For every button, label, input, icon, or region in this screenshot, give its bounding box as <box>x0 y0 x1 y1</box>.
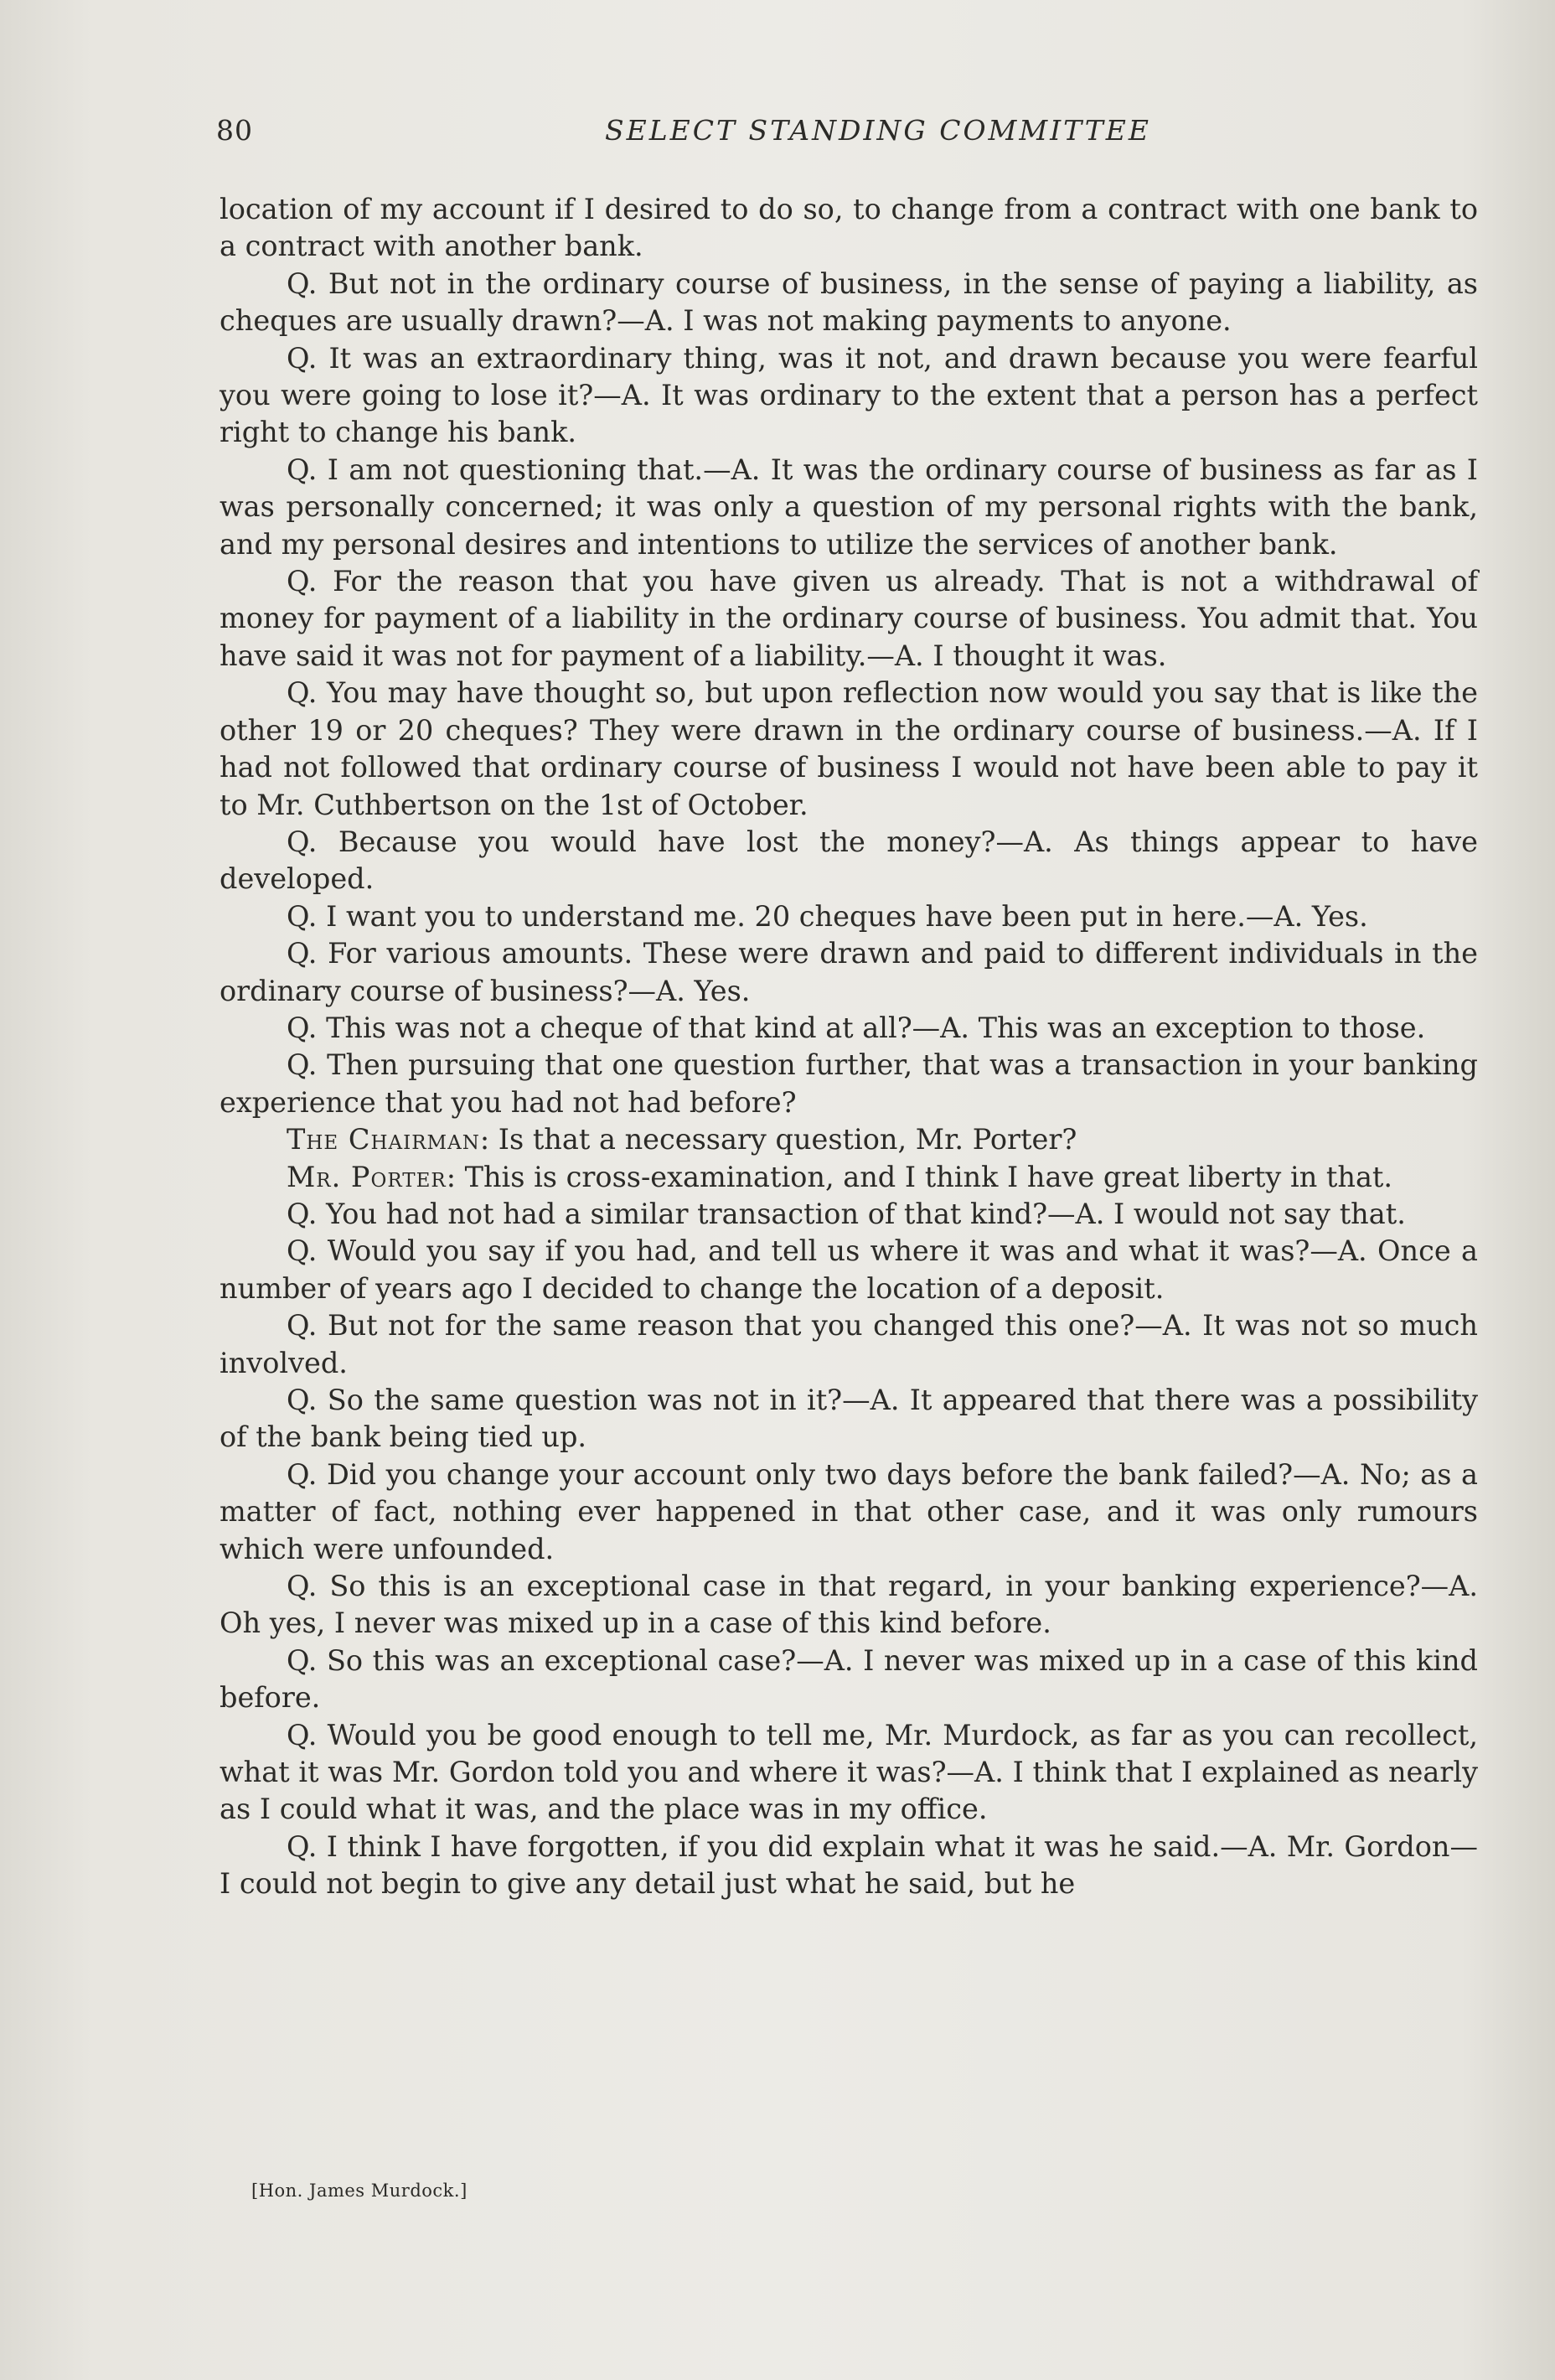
paragraph: Q. But not in the ordinary course of business, in the sense of paying a liability, as cheques are usually drawn?—A. I was not making payments to anyone. <box>220 266 1478 338</box>
paragraph: Q. Then pursuing that one question further, that was a transaction in your banking experience that you had not had before? <box>220 1048 1478 1119</box>
footer-witness-name: [Hon. James Murdock.] <box>251 2181 468 2201</box>
speaker-paragraph-chairman <box>220 1121 1478 1158</box>
paragraph: Q. Did you change your account only two days before the bank failed?—A. No; as a matter of fact, nothing ever happened in that other case, and it was only rumours which were unfounded. <box>220 1457 1478 1565</box>
paragraph: Q. Would you say if you had, and tell us where it was and what it was?—A. Once a number of years ago I decided to change the location of a deposit. <box>220 1234 1478 1305</box>
speaker-paragraph-porter <box>220 1159 1478 1196</box>
running-head <box>216 114 1481 156</box>
paragraph: Q. But not for the same reason that you changed this one?—A. It was not so much involved. <box>220 1309 1478 1379</box>
paragraph: Q. Would you be good enough to tell me, Mr. Murdock, as far as you can recollect, what it was Mr. Gordon told you and where it was?—A. I think that I explained as nearly as I could what it was, and the place was in my office. <box>220 1718 1478 1826</box>
speaker-text: : This is cross-examination, and I think I have great liberty in that. <box>446 1160 1393 1193</box>
speaker-name: Mr. Porter <box>287 1160 447 1193</box>
body-text <box>220 191 1478 1903</box>
paragraph: location of my account if I desired to do so, to change from a contract with one bank to a contract with another bank. <box>220 193 1478 263</box>
paragraph: Q. Because you would have lost the money?—A. As things appear to have developed. <box>220 825 1478 896</box>
paragraph: Q. For the reason that you have given us already. That is not a withdrawal of money for payment of a liability in the ordinary course of business. You admit that. You have said it was not for payment of a liability.—A. I thought it was. <box>220 565 1478 672</box>
paragraph: Q. I think I have forgotten, if you did explain what it was he said.—A. Mr. Gordon—I could not begin to give any detail just what he said, but he <box>220 1829 1478 1901</box>
paragraph: Q. You had not had a similar transaction of that kind?—A. I would not say that. <box>287 1197 1406 1230</box>
paragraph: Q. So this was an exceptional case?—A. I never was mixed up in a case of this kind before. <box>220 1643 1478 1715</box>
paragraph: Q. So the same question was not in it?—A. It appeared that there was a possibility of the bank being tied up. <box>220 1384 1478 1454</box>
speaker-text: : Is that a necessary question, Mr. Porter? <box>479 1123 1077 1156</box>
paragraph: Q. For various amounts. These were drawn and paid to different individuals in the ordinary course of business?—A. Yes. <box>220 937 1478 1007</box>
page-number: 80 <box>216 114 253 147</box>
paragraph: Q. You may have thought so, but upon reflection now would you say that is like the other 19 or 20 cheques? They were drawn in the ordinary course of business.—A. If I had not followed that ordinary course of business I would not have been able to pay it to Mr. Cuthbertson on the 1st of October. <box>220 676 1478 821</box>
paragraph: Q. I want you to understand me. 20 cheques have been put in here.—A. Yes. <box>287 899 1368 933</box>
paragraph: Q. So this is an exceptional case in that regard, in your banking experience?—A. Oh yes, I never was mixed up in a case of this kind before. <box>220 1570 1478 1640</box>
paragraph: Q. This was not a cheque of that kind at all?—A. This was an exception to those. <box>287 1011 1426 1044</box>
page-title: SELECT STANDING COMMITTEE <box>605 114 1151 147</box>
paragraph: Q. It was an extraordinary thing, was it not, and drawn because you were fearful you were going to lose it?—A. It was ordinary to the extent that a person has a perfect right to change his bank. <box>220 341 1478 449</box>
paragraph: Q. I am not questioning that.—A. It was the ordinary course of business as far as I was personally concerned; it was only a question of my personal rights with the bank, and my personal desires and intentions to utilize the services of another bank. <box>220 453 1478 561</box>
speaker-name: The Chairman <box>287 1123 480 1156</box>
